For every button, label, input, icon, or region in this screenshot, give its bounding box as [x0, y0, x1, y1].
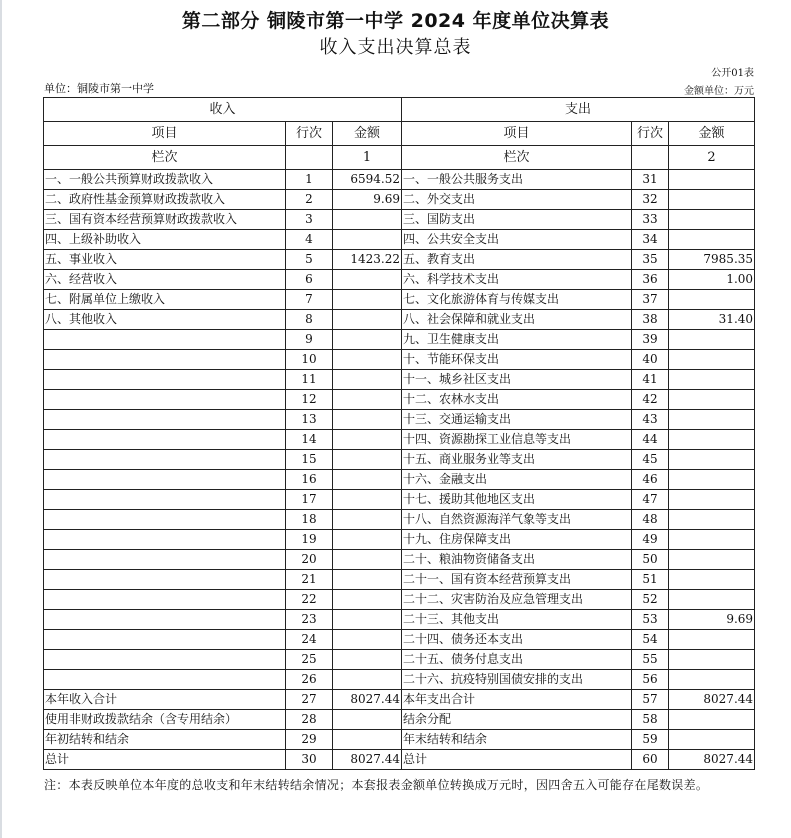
income-index-label: 栏次	[44, 146, 286, 170]
column-header-row	[44, 122, 755, 146]
income-line: 11	[286, 370, 333, 390]
expense-item: 十九、住房保障支出	[402, 530, 632, 550]
income-line: 30	[286, 750, 333, 770]
income-item: 二、政府性基金预算财政拨款收入	[44, 190, 286, 210]
table-row	[44, 710, 755, 730]
expense-line: 42	[632, 390, 669, 410]
income-amount	[333, 650, 402, 670]
expense-line: 52	[632, 590, 669, 610]
expense-item: 本年支出合计	[402, 690, 632, 710]
income-item	[44, 390, 286, 410]
expense-amount	[669, 650, 755, 670]
expense-amount: 8027.44	[669, 690, 755, 710]
income-line: 6	[286, 270, 333, 290]
income-amount: 1423.22	[333, 250, 402, 270]
income-item	[44, 670, 286, 690]
expense-item: 七、文化旅游体育与传媒支出	[402, 290, 632, 310]
income-line: 5	[286, 250, 333, 270]
income-amount	[333, 590, 402, 610]
income-item: 三、国有资本经营预算财政拨款收入	[44, 210, 286, 230]
expense-index-empty	[632, 146, 669, 170]
income-amount	[333, 410, 402, 430]
income-line: 15	[286, 450, 333, 470]
income-amount	[333, 550, 402, 570]
income-line: 16	[286, 470, 333, 490]
income-line: 13	[286, 410, 333, 430]
income-amount	[333, 630, 402, 650]
income-item: 使用非财政拨款结余（含专用结余）	[44, 710, 286, 730]
income-item	[44, 610, 286, 630]
income-line-header: 行次	[286, 122, 333, 146]
income-item	[44, 470, 286, 490]
amount-unit: 金额单位：万元	[684, 86, 754, 97]
expense-item: 十五、商业服务业等支出	[402, 450, 632, 470]
table-row	[44, 630, 755, 650]
table-row	[44, 330, 755, 350]
expense-line: 44	[632, 430, 669, 450]
column-index-row	[44, 146, 755, 170]
income-amount	[333, 230, 402, 250]
expense-amount	[669, 530, 755, 550]
expense-item: 九、卫生健康支出	[402, 330, 632, 350]
expense-amount	[669, 190, 755, 210]
income-amount	[333, 330, 402, 350]
expense-item: 十三、交通运输支出	[402, 410, 632, 430]
income-amount	[333, 210, 402, 230]
table-row	[44, 590, 755, 610]
expense-item: 十一、城乡社区支出	[402, 370, 632, 390]
expense-line: 40	[632, 350, 669, 370]
expense-line: 39	[632, 330, 669, 350]
income-line: 23	[286, 610, 333, 630]
income-item: 六、经营收入	[44, 270, 286, 290]
income-item: 一、一般公共预算财政拨款收入	[44, 170, 286, 190]
expense-item: 十八、自然资源海洋气象等支出	[402, 510, 632, 530]
income-line: 22	[286, 590, 333, 610]
page-subtitle: 收入支出决算总表	[319, 37, 472, 58]
income-line: 7	[286, 290, 333, 310]
income-amount	[333, 290, 402, 310]
table-row	[44, 250, 755, 270]
expense-item: 二、外交支出	[402, 190, 632, 210]
footnote: 注：本表反映单位本年度的总收支和年末结转结余情况；本套报表金额单位转换成万元时，因四舍五入可能存在尾数误差。	[44, 778, 709, 792]
expense-item: 二十六、抗疫特别国债安排的支出	[402, 670, 632, 690]
income-item	[44, 370, 286, 390]
income-amount	[333, 710, 402, 730]
income-amount-header: 金额	[333, 122, 402, 146]
expense-amount	[669, 390, 755, 410]
table-row	[44, 390, 755, 410]
expense-line: 33	[632, 210, 669, 230]
table-row	[44, 170, 755, 190]
income-line: 4	[286, 230, 333, 250]
expense-amount-header: 金额	[669, 122, 755, 146]
expense-amount: 31.40	[669, 310, 755, 330]
income-line: 17	[286, 490, 333, 510]
expense-amount: 1.00	[669, 270, 755, 290]
expense-line: 54	[632, 630, 669, 650]
expense-amount: 7985.35	[669, 250, 755, 270]
income-item	[44, 330, 286, 350]
expense-amount	[669, 710, 755, 730]
table-row	[44, 650, 755, 670]
income-line: 26	[286, 670, 333, 690]
expense-item: 二十二、灾害防治及应急管理支出	[402, 590, 632, 610]
expense-line: 38	[632, 310, 669, 330]
expense-amount	[669, 210, 755, 230]
income-index-empty	[286, 146, 333, 170]
income-item	[44, 630, 286, 650]
income-section-header: 收入	[44, 98, 402, 122]
income-expense-table	[43, 97, 755, 770]
expense-column-number: 2	[669, 146, 755, 170]
expense-item: 二十三、其他支出	[402, 610, 632, 630]
expense-amount	[669, 590, 755, 610]
table-row	[44, 570, 755, 590]
expense-amount: 9.69	[669, 610, 755, 630]
expense-amount	[669, 730, 755, 750]
expense-item: 四、公共安全支出	[402, 230, 632, 250]
income-line: 9	[286, 330, 333, 350]
income-item: 四、上级补助收入	[44, 230, 286, 250]
income-line: 1	[286, 170, 333, 190]
income-amount	[333, 670, 402, 690]
income-amount: 8027.44	[333, 690, 402, 710]
expense-amount	[669, 230, 755, 250]
expense-item: 十七、援助其他地区支出	[402, 490, 632, 510]
expense-item: 二十、粮油物资储备支出	[402, 550, 632, 570]
expense-amount	[669, 570, 755, 590]
expense-item: 六、科学技术支出	[402, 270, 632, 290]
section-header-row	[44, 98, 755, 122]
income-item	[44, 430, 286, 450]
table-row	[44, 670, 755, 690]
expense-item: 二十四、债务还本支出	[402, 630, 632, 650]
income-line: 28	[286, 710, 333, 730]
income-line: 29	[286, 730, 333, 750]
expense-amount: 8027.44	[669, 750, 755, 770]
expense-item-header: 项目	[402, 122, 632, 146]
income-line: 25	[286, 650, 333, 670]
table-row	[44, 210, 755, 230]
table-row	[44, 690, 755, 710]
page-title: 第二部分 铜陵市第一中学 2024 年度单位决算表	[181, 10, 610, 32]
income-amount	[333, 390, 402, 410]
income-item	[44, 490, 286, 510]
expense-amount	[669, 290, 755, 310]
income-item	[44, 570, 286, 590]
income-item	[44, 530, 286, 550]
income-item	[44, 510, 286, 530]
income-item	[44, 350, 286, 370]
expense-item: 二十五、债务付息支出	[402, 650, 632, 670]
expense-item: 八、社会保障和就业支出	[402, 310, 632, 330]
income-amount	[333, 370, 402, 390]
expense-line: 47	[632, 490, 669, 510]
table-row	[44, 450, 755, 470]
expense-item: 二十一、国有资本经营预算支出	[402, 570, 632, 590]
income-amount	[333, 530, 402, 550]
table-row	[44, 470, 755, 490]
expense-line: 31	[632, 170, 669, 190]
income-item: 七、附属单位上缴收入	[44, 290, 286, 310]
table-row	[44, 510, 755, 530]
income-line: 21	[286, 570, 333, 590]
expense-item: 总计	[402, 750, 632, 770]
income-item	[44, 410, 286, 430]
income-column-number: 1	[333, 146, 402, 170]
table-row	[44, 350, 755, 370]
table-row	[44, 490, 755, 510]
expense-item: 结余分配	[402, 710, 632, 730]
expense-amount	[669, 470, 755, 490]
expense-line: 55	[632, 650, 669, 670]
expense-amount	[669, 450, 755, 470]
expense-line: 60	[632, 750, 669, 770]
expense-amount	[669, 510, 755, 530]
expense-line: 59	[632, 730, 669, 750]
income-amount	[333, 570, 402, 590]
income-line: 18	[286, 510, 333, 530]
expense-amount	[669, 330, 755, 350]
expense-line: 56	[632, 670, 669, 690]
expense-line: 36	[632, 270, 669, 290]
window-edge	[0, 0, 2, 838]
expense-item: 十四、资源勘探工业信息等支出	[402, 430, 632, 450]
expense-line: 45	[632, 450, 669, 470]
expense-line: 41	[632, 370, 669, 390]
expense-line: 48	[632, 510, 669, 530]
income-item: 总计	[44, 750, 286, 770]
table-row	[44, 750, 755, 770]
expense-line: 57	[632, 690, 669, 710]
income-item: 五、事业收入	[44, 250, 286, 270]
expense-amount	[669, 490, 755, 510]
income-amount	[333, 350, 402, 370]
income-amount	[333, 510, 402, 530]
income-line: 12	[286, 390, 333, 410]
income-line: 27	[286, 690, 333, 710]
expense-line: 50	[632, 550, 669, 570]
table-row	[44, 370, 755, 390]
expense-line: 34	[632, 230, 669, 250]
expense-item: 三、国防支出	[402, 210, 632, 230]
expense-amount	[669, 550, 755, 570]
income-line: 3	[286, 210, 333, 230]
expense-item: 五、教育支出	[402, 250, 632, 270]
expense-amount	[669, 630, 755, 650]
income-item: 八、其他收入	[44, 310, 286, 330]
expense-line: 49	[632, 530, 669, 550]
form-number: 公开01表	[711, 68, 754, 79]
reporting-unit: 单位：铜陵市第一中学	[44, 82, 154, 95]
income-item: 年初结转和结余	[44, 730, 286, 750]
expense-line: 35	[632, 250, 669, 270]
income-amount	[333, 730, 402, 750]
income-amount	[333, 270, 402, 290]
table-row	[44, 610, 755, 630]
income-line: 20	[286, 550, 333, 570]
expense-amount	[669, 430, 755, 450]
expense-item: 十、节能环保支出	[402, 350, 632, 370]
income-amount: 9.69	[333, 190, 402, 210]
expense-line: 46	[632, 470, 669, 490]
expense-line: 58	[632, 710, 669, 730]
table-row	[44, 270, 755, 290]
income-line: 19	[286, 530, 333, 550]
income-item	[44, 550, 286, 570]
expense-line: 51	[632, 570, 669, 590]
income-item	[44, 590, 286, 610]
table-row	[44, 430, 755, 450]
table-row	[44, 190, 755, 210]
expense-line: 53	[632, 610, 669, 630]
expense-line: 32	[632, 190, 669, 210]
expense-item: 年末结转和结余	[402, 730, 632, 750]
income-line: 24	[286, 630, 333, 650]
expense-item: 十二、农林水支出	[402, 390, 632, 410]
income-item	[44, 450, 286, 470]
expense-index-label: 栏次	[402, 146, 632, 170]
expense-amount	[669, 670, 755, 690]
expense-item: 十六、金融支出	[402, 470, 632, 490]
table-row	[44, 310, 755, 330]
income-amount	[333, 430, 402, 450]
income-line: 8	[286, 310, 333, 330]
expense-line-header: 行次	[632, 122, 669, 146]
income-amount: 6594.52	[333, 170, 402, 190]
income-amount: 8027.44	[333, 750, 402, 770]
table-row	[44, 730, 755, 750]
income-line: 14	[286, 430, 333, 450]
expense-amount	[669, 170, 755, 190]
expense-section-header: 支出	[402, 98, 755, 122]
income-item	[44, 650, 286, 670]
income-line: 10	[286, 350, 333, 370]
income-amount	[333, 310, 402, 330]
expense-item: 一、一般公共服务支出	[402, 170, 632, 190]
table-row	[44, 230, 755, 250]
table-row	[44, 530, 755, 550]
income-amount	[333, 470, 402, 490]
table-row	[44, 550, 755, 570]
expense-amount	[669, 350, 755, 370]
expense-amount	[669, 370, 755, 390]
expense-line: 43	[632, 410, 669, 430]
table-row	[44, 290, 755, 310]
income-amount	[333, 450, 402, 470]
table-row	[44, 410, 755, 430]
income-item-header: 项目	[44, 122, 286, 146]
expense-amount	[669, 410, 755, 430]
income-amount	[333, 610, 402, 630]
income-amount	[333, 490, 402, 510]
income-line: 2	[286, 190, 333, 210]
expense-line: 37	[632, 290, 669, 310]
income-item: 本年收入合计	[44, 690, 286, 710]
